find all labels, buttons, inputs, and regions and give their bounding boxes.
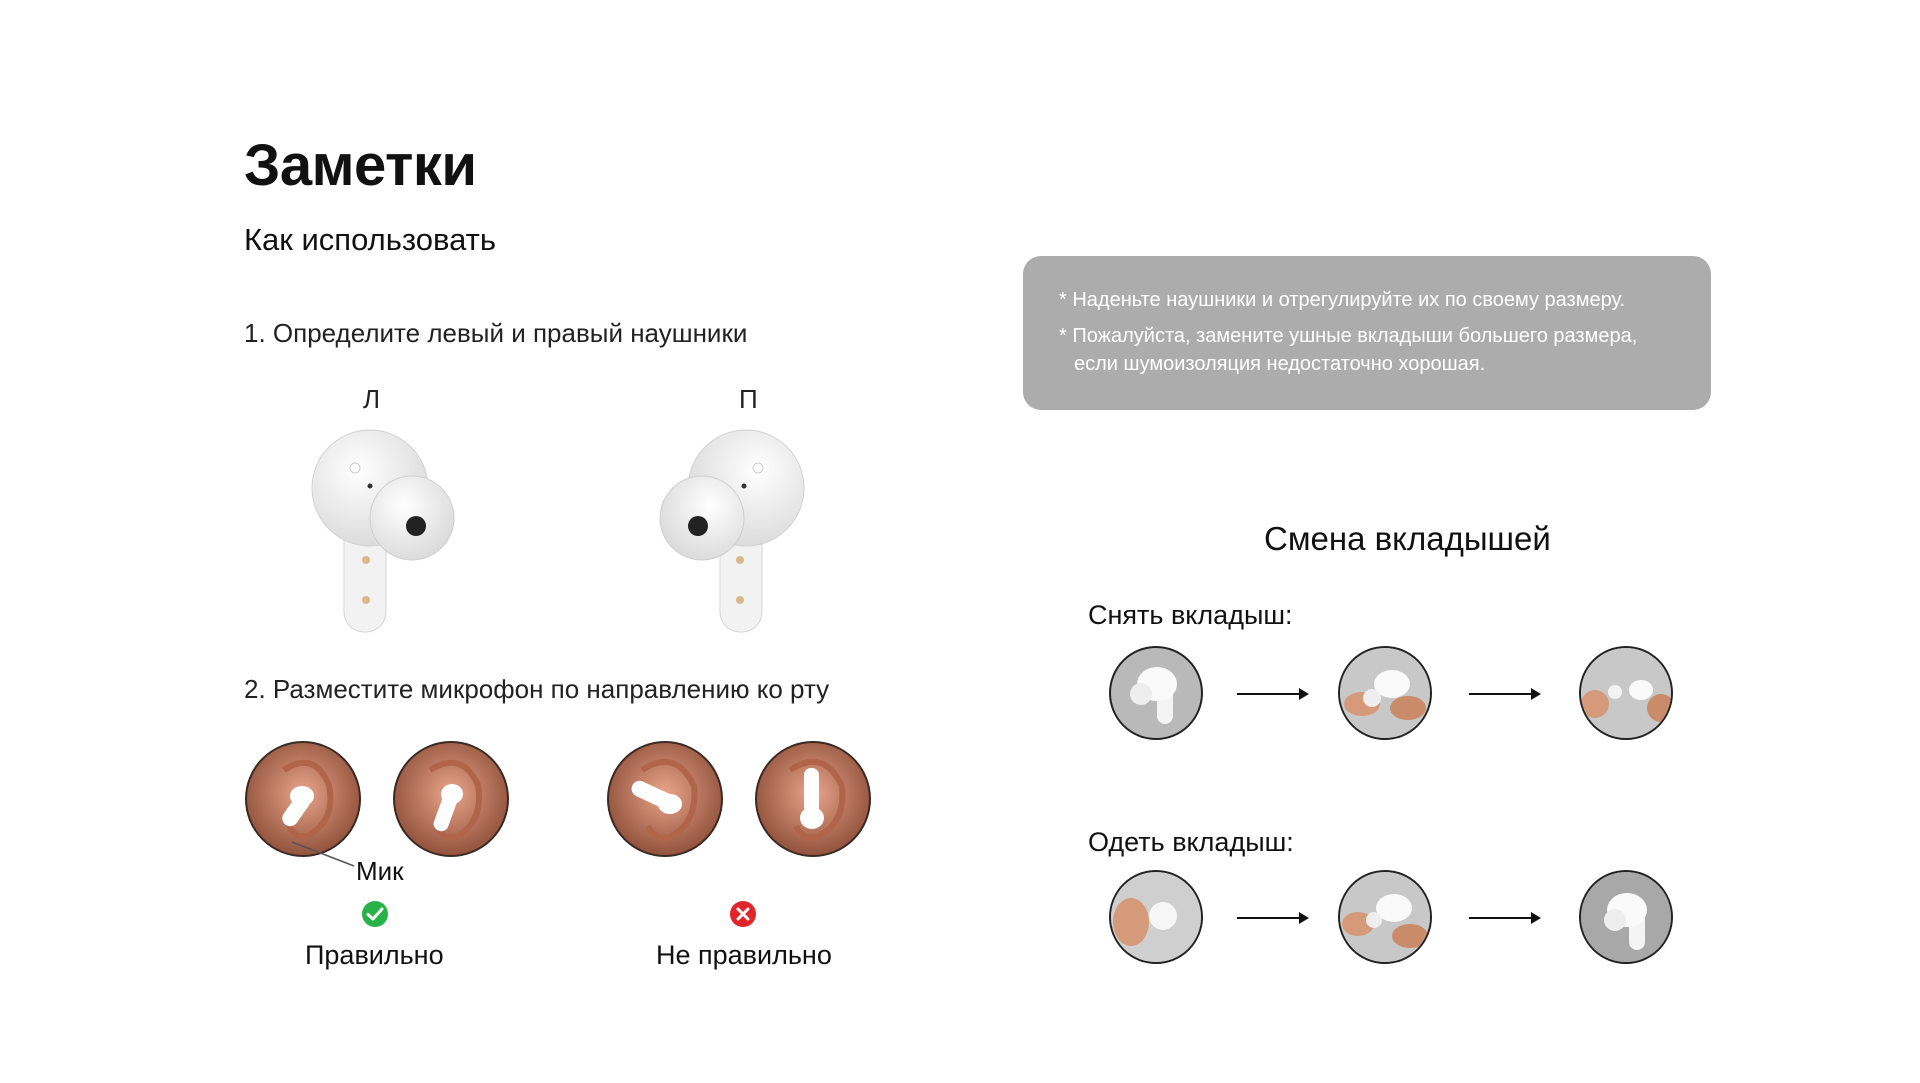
- arrow-icon: [1469, 911, 1541, 925]
- ear-correct-2-image: [392, 740, 510, 858]
- page-subtitle: Как использовать: [244, 222, 497, 257]
- insert-tip-label: Одеть вкладыш:: [1088, 827, 1294, 857]
- arrow-icon: [1237, 687, 1309, 701]
- right-earbud-label: П: [739, 384, 758, 414]
- note-line-2: * Пожалуйста, замените ушные вкладыши большего размера,: [1059, 325, 1638, 347]
- incorrect-label: Не правильно: [656, 940, 832, 970]
- ear-incorrect-2-image: [754, 740, 872, 858]
- right-earbud-image: [648, 420, 818, 640]
- step-2-text: 2. Разместите микрофон по направлению ко рту: [244, 674, 830, 704]
- left-earbud-label: Л: [363, 384, 381, 414]
- remove-step-1-image: [1109, 646, 1203, 740]
- ear-incorrect-1-image: [606, 740, 724, 858]
- note-line-3: если шумоизоляция недостаточно хорошая.: [1074, 353, 1486, 375]
- check-icon: [361, 900, 389, 928]
- page-title: Заметки: [244, 133, 477, 198]
- left-earbud-image: [300, 420, 470, 640]
- insert-step-3-image: [1579, 870, 1673, 964]
- tip-change-title: Смена вкладышей: [1264, 520, 1551, 557]
- mic-pointer-line: [290, 840, 360, 870]
- mic-label: Мик: [356, 856, 404, 886]
- insert-step-2-image: [1338, 870, 1432, 964]
- remove-step-2-image: [1338, 646, 1432, 740]
- note-line-1: * Наденьте наушники и отрегулируйте их по своему размеру.: [1059, 289, 1626, 311]
- remove-tip-label: Снять вкладыш:: [1088, 600, 1293, 630]
- insert-step-1-image: [1109, 870, 1203, 964]
- cross-icon: [729, 900, 757, 928]
- arrow-icon: [1237, 911, 1309, 925]
- step-1-text: 1. Определите левый и правый наушники: [244, 318, 748, 348]
- remove-step-3-image: [1579, 646, 1673, 740]
- note-box: [1023, 256, 1711, 410]
- arrow-icon: [1469, 687, 1541, 701]
- correct-label: Правильно: [305, 940, 444, 970]
